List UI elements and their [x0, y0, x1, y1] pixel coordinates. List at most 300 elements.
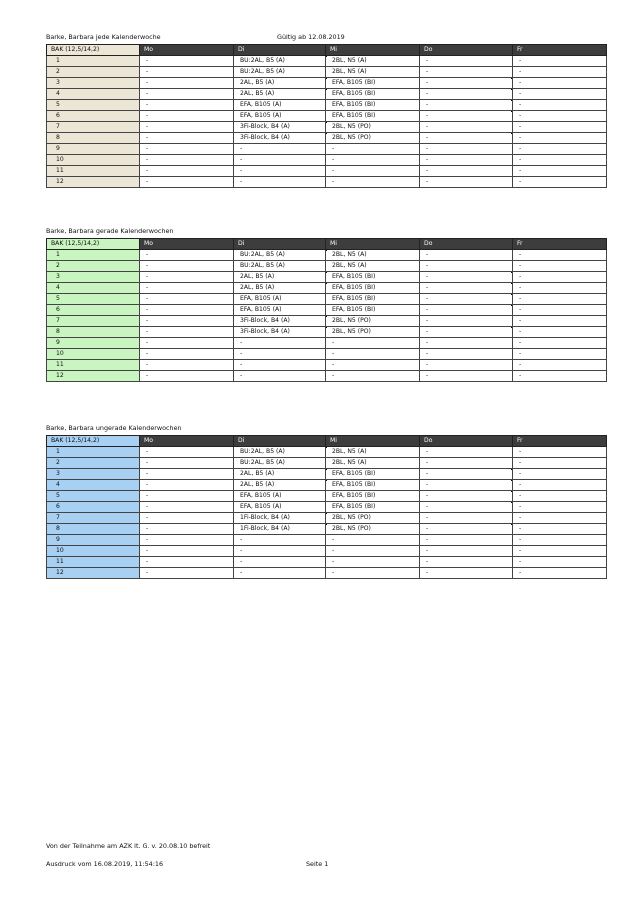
lesson-text: -	[146, 350, 149, 357]
lesson-text: 2BL, N5 (PO)	[332, 328, 371, 335]
lesson-cell	[234, 316, 326, 327]
lesson-cell	[234, 535, 326, 546]
lesson-cell	[234, 155, 326, 166]
period-row	[47, 535, 607, 546]
period-row	[47, 371, 607, 382]
corner-marker-icon	[326, 513, 328, 515]
lesson-cell	[513, 177, 607, 188]
lesson-text: -	[426, 145, 429, 152]
period-row	[47, 283, 607, 294]
lesson-cell	[513, 133, 607, 144]
lesson-cell	[326, 338, 420, 349]
lesson-cell	[234, 250, 326, 261]
lesson-cell	[513, 166, 607, 177]
period-row	[47, 111, 607, 122]
lesson-cell	[420, 111, 513, 122]
lesson-cell	[140, 338, 234, 349]
lesson-cell	[326, 100, 420, 111]
lesson-text: -	[519, 339, 522, 346]
lesson-text: EFA, B105 (BI)	[332, 112, 376, 119]
lesson-cell	[513, 502, 607, 513]
lesson-text: -	[519, 123, 522, 130]
lesson-cell	[140, 100, 234, 111]
lesson-text: -	[426, 178, 429, 185]
lesson-cell	[234, 557, 326, 568]
lesson-cell	[513, 294, 607, 305]
lesson-text: 2BL, N5 (PO)	[332, 317, 371, 324]
day-header: Mo	[140, 436, 234, 447]
lesson-text: 2BL, N5 (PO)	[332, 134, 371, 141]
lesson-cell	[234, 480, 326, 491]
period-row	[47, 122, 607, 133]
lesson-cell	[420, 568, 513, 579]
lesson-cell	[420, 272, 513, 283]
lesson-cell	[140, 568, 234, 579]
lesson-cell	[513, 100, 607, 111]
lesson-text: -	[426, 339, 429, 346]
lesson-cell	[234, 56, 326, 67]
lesson-text: -	[332, 178, 335, 185]
lesson-text: -	[519, 328, 522, 335]
lesson-cell	[420, 261, 513, 272]
lesson-text: -	[146, 251, 149, 258]
lesson-text: -	[426, 79, 429, 86]
lesson-text: -	[519, 273, 522, 280]
period-number: 10	[47, 155, 140, 166]
lesson-cell	[420, 502, 513, 513]
section-title-odd-weeks: Barke, Barbara ungerade Kalenderwochen	[46, 424, 182, 432]
lesson-text: -	[146, 57, 149, 64]
period-row	[47, 56, 607, 67]
period-number: 7	[47, 316, 140, 327]
period-number: 9	[47, 144, 140, 155]
lesson-text: -	[519, 178, 522, 185]
lesson-cell	[420, 458, 513, 469]
lesson-text: -	[146, 536, 149, 543]
lesson-text: EFA, B105 (BI)	[332, 503, 376, 510]
lesson-text: EFA, B105 (A)	[240, 112, 282, 119]
lesson-cell	[420, 56, 513, 67]
period-number: 1	[47, 56, 140, 67]
lesson-cell	[326, 447, 420, 458]
lesson-cell	[420, 546, 513, 557]
lesson-text: -	[240, 372, 243, 379]
lesson-cell	[420, 557, 513, 568]
lesson-cell	[420, 491, 513, 502]
lesson-cell	[326, 294, 420, 305]
lesson-cell	[513, 316, 607, 327]
lesson-cell	[513, 305, 607, 316]
period-number: 3	[47, 469, 140, 480]
lesson-text: -	[146, 459, 149, 466]
lesson-text: 2BL, N5 (A)	[332, 448, 367, 455]
lesson-text: -	[240, 536, 243, 543]
lesson-cell	[513, 327, 607, 338]
lesson-text: -	[240, 547, 243, 554]
lesson-text: -	[146, 156, 149, 163]
period-number: 10	[47, 349, 140, 360]
period-number: 8	[47, 327, 140, 338]
lesson-cell	[513, 338, 607, 349]
period-number: 8	[47, 524, 140, 535]
lesson-text: -	[426, 284, 429, 291]
lesson-cell	[420, 67, 513, 78]
lesson-text: 3Fi-Block, B4 (A)	[240, 328, 290, 335]
lesson-text: -	[146, 112, 149, 119]
lesson-text: -	[426, 306, 429, 313]
lesson-cell	[513, 458, 607, 469]
lesson-cell	[420, 349, 513, 360]
lesson-cell	[234, 78, 326, 89]
lesson-text: -	[332, 339, 335, 346]
lesson-cell	[513, 78, 607, 89]
lesson-cell	[234, 491, 326, 502]
lesson-cell	[513, 491, 607, 502]
lesson-cell	[326, 535, 420, 546]
lesson-cell	[140, 305, 234, 316]
lesson-cell	[234, 89, 326, 100]
corner-marker-icon	[326, 524, 328, 526]
lesson-text: -	[519, 361, 522, 368]
lesson-cell	[420, 294, 513, 305]
lesson-cell	[513, 349, 607, 360]
period-row	[47, 100, 607, 111]
lesson-text: -	[426, 514, 429, 521]
lesson-text: -	[426, 317, 429, 324]
timetable-even-weeks	[46, 238, 607, 382]
period-number: 12	[47, 568, 140, 579]
section-title-every-week: Barke, Barbara jede Kalenderwoche	[46, 33, 161, 41]
lesson-text: -	[426, 536, 429, 543]
lesson-text: -	[240, 558, 243, 565]
corner-marker-icon	[326, 469, 328, 471]
lesson-cell	[234, 524, 326, 535]
lesson-cell	[326, 261, 420, 272]
lesson-cell	[140, 447, 234, 458]
lesson-cell	[234, 327, 326, 338]
teacher-header: BAK (12,5/14,2)	[47, 45, 140, 56]
lesson-cell	[140, 261, 234, 272]
lesson-text: -	[332, 569, 335, 576]
lesson-cell	[140, 557, 234, 568]
lesson-text: -	[146, 448, 149, 455]
lesson-text: -	[146, 525, 149, 532]
lesson-cell	[420, 524, 513, 535]
lesson-text: -	[332, 558, 335, 565]
lesson-text: -	[519, 558, 522, 565]
lesson-cell	[326, 111, 420, 122]
period-number: 5	[47, 100, 140, 111]
lesson-text: -	[146, 328, 149, 335]
teacher-header: BAK (12,5/14,2)	[47, 436, 140, 447]
header-row	[47, 45, 607, 56]
lesson-text: -	[146, 123, 149, 130]
lesson-text: BU:2AL, B5 (A)	[240, 459, 285, 466]
period-number: 7	[47, 122, 140, 133]
lesson-cell	[140, 502, 234, 513]
lesson-cell	[140, 513, 234, 524]
lesson-cell	[420, 177, 513, 188]
day-header: Fr	[513, 45, 607, 56]
lesson-text: -	[332, 536, 335, 543]
lesson-cell	[420, 144, 513, 155]
period-row	[47, 294, 607, 305]
lesson-text: 2BL, N5 (A)	[332, 459, 367, 466]
lesson-cell	[140, 122, 234, 133]
lesson-cell	[234, 546, 326, 557]
lesson-cell	[326, 371, 420, 382]
period-row	[47, 469, 607, 480]
period-number: 12	[47, 177, 140, 188]
period-number: 6	[47, 305, 140, 316]
lesson-text: -	[426, 328, 429, 335]
lesson-text: -	[426, 101, 429, 108]
period-number: 7	[47, 513, 140, 524]
lesson-text: -	[519, 145, 522, 152]
lesson-text: 2AL, B5 (A)	[240, 470, 275, 477]
lesson-cell	[513, 447, 607, 458]
lesson-cell	[326, 546, 420, 557]
lesson-text: -	[426, 262, 429, 269]
period-number: 12	[47, 371, 140, 382]
lesson-text: -	[519, 448, 522, 455]
lesson-text: -	[426, 547, 429, 554]
lesson-text: -	[146, 470, 149, 477]
print-timestamp: Ausdruck vom 16.08.2019, 11:54:16	[46, 860, 164, 868]
lesson-text: -	[426, 503, 429, 510]
lesson-cell	[420, 100, 513, 111]
lesson-cell	[420, 305, 513, 316]
lesson-cell	[234, 122, 326, 133]
lesson-cell	[326, 166, 420, 177]
corner-marker-icon	[326, 480, 328, 482]
lesson-text: -	[426, 569, 429, 576]
lesson-cell	[140, 327, 234, 338]
period-number: 2	[47, 261, 140, 272]
header-row	[47, 239, 607, 250]
lesson-cell	[140, 480, 234, 491]
lesson-cell	[513, 144, 607, 155]
lesson-text: 2BL, N5 (PO)	[332, 525, 371, 532]
period-row	[47, 166, 607, 177]
lesson-cell	[420, 316, 513, 327]
lesson-text: -	[146, 514, 149, 521]
lesson-text: -	[426, 361, 429, 368]
lesson-cell	[140, 177, 234, 188]
lesson-cell	[513, 568, 607, 579]
lesson-cell	[513, 546, 607, 557]
lesson-text: -	[426, 350, 429, 357]
period-row	[47, 349, 607, 360]
lesson-text: EFA, B105 (BI)	[332, 306, 376, 313]
lesson-cell	[326, 305, 420, 316]
day-header: Di	[234, 45, 326, 56]
corner-marker-icon	[326, 283, 328, 285]
lesson-text: -	[519, 459, 522, 466]
lesson-text: -	[519, 569, 522, 576]
day-header: Do	[420, 45, 513, 56]
lesson-text: -	[332, 156, 335, 163]
lesson-text: EFA, B105 (A)	[240, 101, 282, 108]
lesson-cell	[234, 177, 326, 188]
lesson-text: 2AL, B5 (A)	[240, 284, 275, 291]
day-header: Mo	[140, 239, 234, 250]
lesson-text: -	[519, 492, 522, 499]
lesson-text: -	[240, 156, 243, 163]
lesson-cell	[140, 294, 234, 305]
lesson-cell	[140, 458, 234, 469]
lesson-cell	[234, 513, 326, 524]
period-row	[47, 524, 607, 535]
lesson-cell	[140, 144, 234, 155]
lesson-text: 2BL, N5 (PO)	[332, 514, 371, 521]
period-row	[47, 491, 607, 502]
lesson-cell	[513, 360, 607, 371]
lesson-text: -	[146, 492, 149, 499]
corner-marker-icon	[326, 89, 328, 91]
lesson-text: -	[146, 339, 149, 346]
day-header: Mi	[326, 45, 420, 56]
lesson-text: -	[146, 481, 149, 488]
lesson-cell	[326, 122, 420, 133]
period-number: 4	[47, 283, 140, 294]
lesson-cell	[326, 316, 420, 327]
period-row	[47, 513, 607, 524]
lesson-cell	[513, 513, 607, 524]
lesson-cell	[326, 502, 420, 513]
lesson-text: -	[519, 79, 522, 86]
lesson-cell	[234, 502, 326, 513]
lesson-cell	[420, 327, 513, 338]
lesson-cell	[420, 250, 513, 261]
lesson-cell	[326, 349, 420, 360]
day-header: Fr	[513, 436, 607, 447]
lesson-text: -	[240, 178, 243, 185]
lesson-cell	[234, 371, 326, 382]
lesson-text: -	[332, 350, 335, 357]
section-title-even-weeks: Barke, Barbara gerade Kalenderwochen	[46, 227, 174, 235]
lesson-cell	[326, 89, 420, 100]
lesson-cell	[234, 133, 326, 144]
lesson-cell	[420, 371, 513, 382]
period-row	[47, 155, 607, 166]
lesson-cell	[420, 535, 513, 546]
lesson-cell	[420, 122, 513, 133]
corner-marker-icon	[326, 447, 328, 449]
timetable-odd-weeks	[46, 435, 607, 579]
lesson-text: -	[519, 481, 522, 488]
lesson-text: -	[519, 90, 522, 97]
lesson-text: EFA, B105 (BI)	[332, 284, 376, 291]
lesson-cell	[513, 272, 607, 283]
lesson-text: -	[146, 145, 149, 152]
period-row	[47, 144, 607, 155]
lesson-cell	[326, 67, 420, 78]
lesson-cell	[326, 78, 420, 89]
lesson-text: -	[332, 547, 335, 554]
lesson-text: -	[146, 503, 149, 510]
lesson-cell	[234, 349, 326, 360]
timetable-every-week	[46, 44, 607, 188]
lesson-text: -	[426, 68, 429, 75]
lesson-text: -	[519, 156, 522, 163]
lesson-text: -	[519, 134, 522, 141]
period-number: 11	[47, 360, 140, 371]
period-number: 1	[47, 447, 140, 458]
lesson-cell	[420, 480, 513, 491]
lesson-cell	[326, 513, 420, 524]
lesson-text: -	[426, 112, 429, 119]
lesson-text: BU:2AL, B5 (A)	[240, 68, 285, 75]
lesson-cell	[420, 360, 513, 371]
day-header: Mi	[326, 436, 420, 447]
lesson-cell	[140, 272, 234, 283]
lesson-cell	[420, 447, 513, 458]
lesson-cell	[234, 272, 326, 283]
lesson-cell	[513, 524, 607, 535]
lesson-text: 1Fi-Block, B4 (A)	[240, 514, 290, 521]
lesson-cell	[326, 568, 420, 579]
day-header: Mo	[140, 45, 234, 56]
lesson-cell	[234, 261, 326, 272]
lesson-text: EFA, B105 (BI)	[332, 90, 376, 97]
lesson-cell	[234, 283, 326, 294]
lesson-text: EFA, B105 (BI)	[332, 492, 376, 499]
lesson-cell	[513, 557, 607, 568]
lesson-text: -	[146, 547, 149, 554]
lesson-text: -	[519, 514, 522, 521]
lesson-cell	[234, 458, 326, 469]
lesson-text: 2BL, N5 (A)	[332, 262, 367, 269]
lesson-text: -	[426, 372, 429, 379]
corner-marker-icon	[326, 272, 328, 274]
lesson-cell	[140, 283, 234, 294]
lesson-text: -	[240, 569, 243, 576]
lesson-text: 2AL, B5 (A)	[240, 90, 275, 97]
lesson-text: EFA, B105 (BI)	[332, 470, 376, 477]
day-header: Do	[420, 239, 513, 250]
lesson-cell	[234, 305, 326, 316]
lesson-text: EFA, B105 (BI)	[332, 79, 376, 86]
period-number: 9	[47, 338, 140, 349]
lesson-text: -	[240, 145, 243, 152]
lesson-text: 3Fi-Block, B4 (A)	[240, 134, 290, 141]
lesson-cell	[513, 371, 607, 382]
lesson-cell	[140, 546, 234, 557]
lesson-text: BU:2AL, B5 (A)	[240, 57, 285, 64]
lesson-cell	[513, 261, 607, 272]
lesson-cell	[326, 469, 420, 480]
period-row	[47, 447, 607, 458]
lesson-cell	[513, 155, 607, 166]
lesson-cell	[326, 177, 420, 188]
lesson-cell	[234, 67, 326, 78]
lesson-cell	[420, 166, 513, 177]
footer-note: Von der Teilnahme am AZK lt. G. v. 20.08.10 befreit	[46, 842, 211, 850]
lesson-text: -	[146, 90, 149, 97]
lesson-cell	[513, 122, 607, 133]
period-row	[47, 557, 607, 568]
lesson-text: -	[519, 68, 522, 75]
lesson-text: -	[332, 167, 335, 174]
period-row	[47, 480, 607, 491]
lesson-text: EFA, B105 (A)	[240, 295, 282, 302]
lesson-text: -	[426, 90, 429, 97]
lesson-text: -	[426, 123, 429, 130]
period-number: 11	[47, 166, 140, 177]
teacher-header: BAK (12,5/14,2)	[47, 239, 140, 250]
lesson-text: -	[146, 558, 149, 565]
